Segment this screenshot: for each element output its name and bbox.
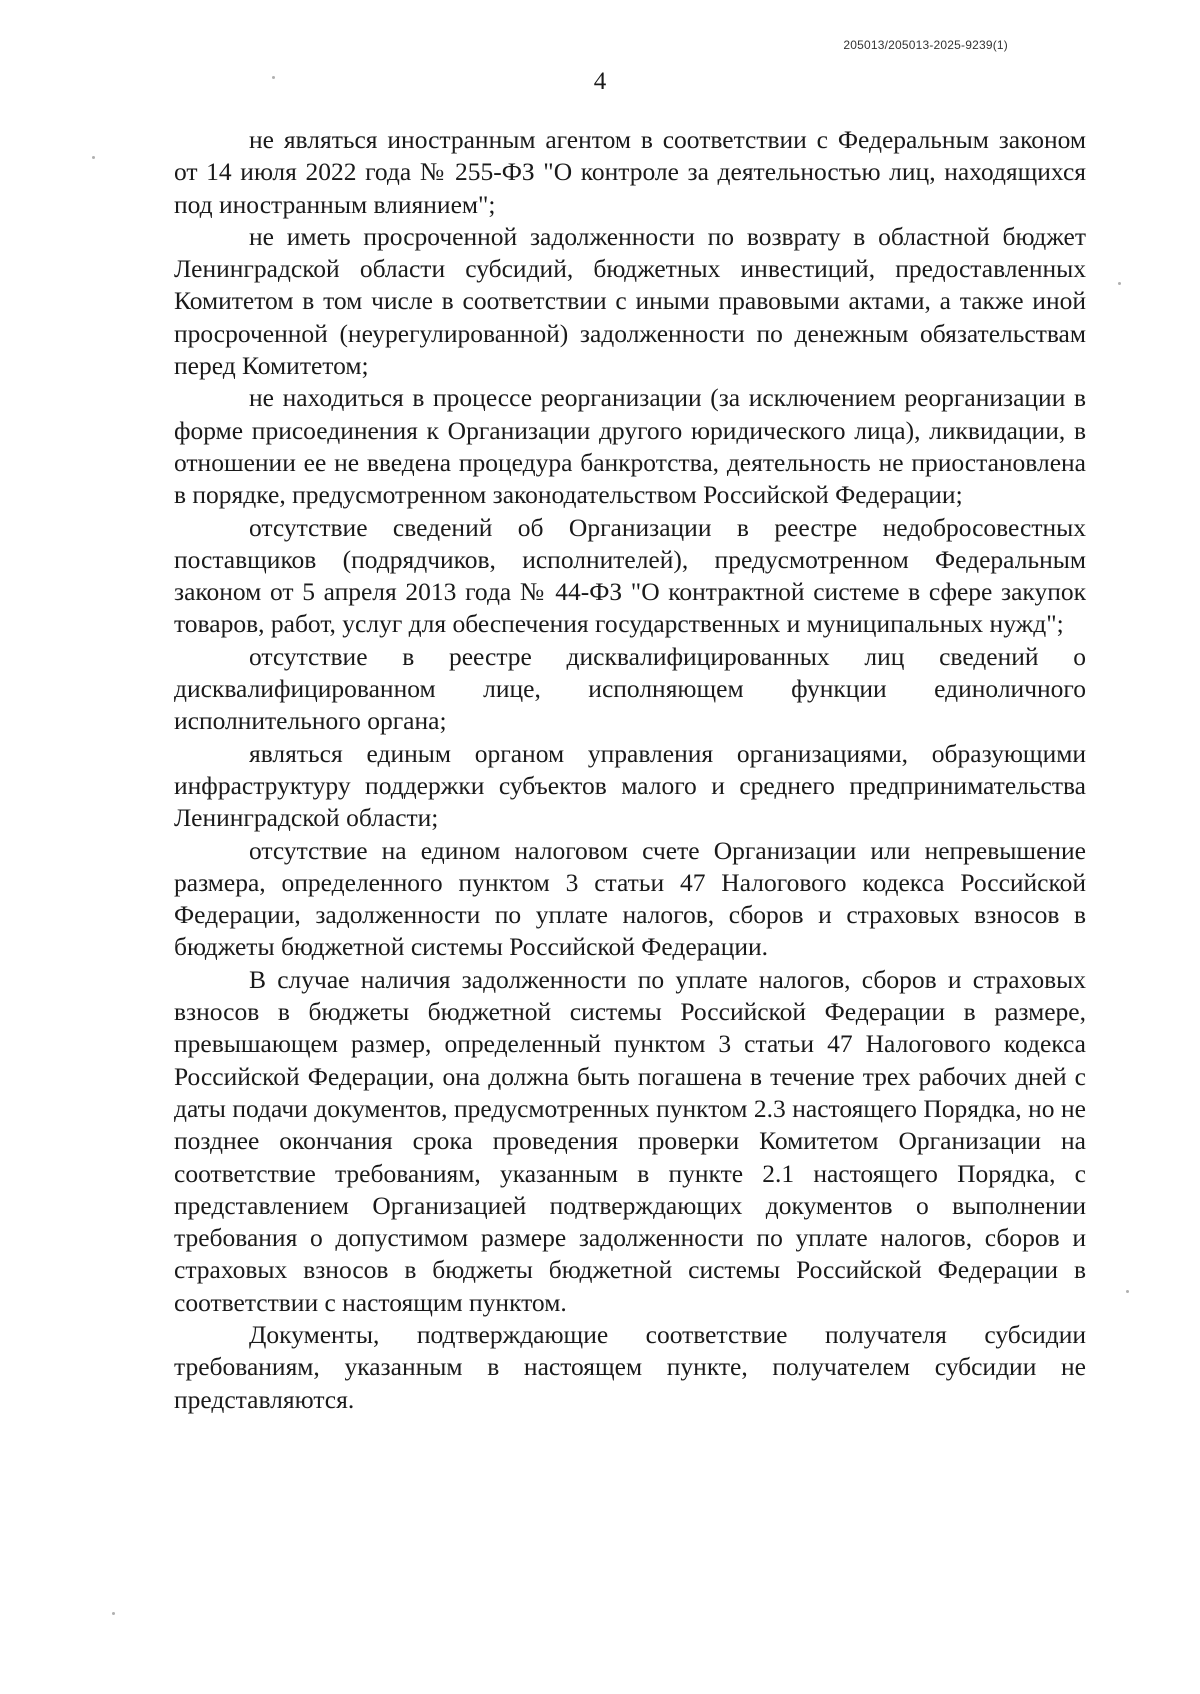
page-number: 4 <box>593 68 607 95</box>
document-body <box>174 124 1086 1416</box>
scan-speck <box>1126 1290 1129 1293</box>
scan-speck <box>272 76 275 79</box>
paragraph-tax-account: отсутствие на едином налоговом счете Организации или непревышение размера, определенного пунктом 3 статьи 47 Налогового кодекса Российской Федерации, задолженности по уплате налогов, сборов и страховых взносов в бюджеты бюджетной системы Российской Федерации. <box>174 835 1086 962</box>
paragraph-disqualified-persons: отсутствие в реестре дисквалифицированных лиц сведений о дисквалифицированном лице, исполняющем функции единоличного исполнительного органа; <box>174 641 1086 736</box>
paragraph-unfair-suppliers: отсутствие сведений об Организации в реестре недобросовестных поставщиков (подрядчиков, исполнителей), предусмотренном Федеральным законом от 5 апреля 2013 года № 44-ФЗ "О контрактной системе в сфере закупок товаров, работ, услуг для обеспечения государственных и муниципальных нужд"; <box>174 512 1086 639</box>
paragraph-overdue-debt: не иметь просроченной задолженности по возврату в областной бюджет Ленинградской области субсидий, бюджетных инвестиций, предоставленных Комитетом в том числе в соответствии с иными правовыми актами, а также иной просроченной (неурегулированной) задолженности по денежным обязательствам перед Комитетом; <box>174 221 1086 381</box>
paragraph-reorganization: не находиться в процессе реорганизации (за исключением реорганизации в форме присоединения к Организации другого юридического лица), ликвидации, в отношении ее не введена процедура банкротства, деятельность не приостановлена в порядке, предусмотренном законодательством Российской Федерации; <box>174 383 1086 510</box>
document-id: 205013/205013-2025-9239(1) <box>843 38 1008 52</box>
scan-speck <box>112 1612 115 1615</box>
scan-speck <box>92 156 95 159</box>
paragraph-single-management-body: являться единым органом управления организациями, образующими инфраструктуру поддержки субъектов малого и среднего предпринимательства Ленинградской области; <box>174 738 1086 833</box>
paragraph-foreign-agent: не являться иностранным агентом в соответствии с Федеральным законом от 14 июля 2022 года № 255-ФЗ "О контроле за деятельностью лиц, находящихся под иностранным влиянием"; <box>174 125 1086 219</box>
scan-speck <box>1118 282 1121 285</box>
paragraph-tax-debt-repayment: В случае наличия задолженности по уплате налогов, сборов и страховых взносов в бюджеты бюджетной системы Российской Федерации в размере, превышающем размер, определенный пунктом 3 статьи 47 Налогового кодекса Российской Федерации, она должна быть погашена в течение трех рабочих дней с даты подачи документов, предусмотренных пунктом 2.3 настоящего Порядка, но не позднее окончания срока проведения проверки Комитетом Организации на соответствие требованиям, указанным в пункте 2.1 настоящего Порядка, с представлением Организацией подтверждающих документов о выполнении требования о допустимом размере задолженности по уплате налогов, сборов и страховых взносов в бюджеты бюджетной системы Российской Федерации в соответствии с настоящим пунктом. <box>174 964 1086 1317</box>
paragraph-documents-not-required: Документы, подтверждающие соответствие получателя субсидии требованиям, указанным в настоящем пункте, получателем субсидии не представляются. <box>174 1319 1086 1414</box>
